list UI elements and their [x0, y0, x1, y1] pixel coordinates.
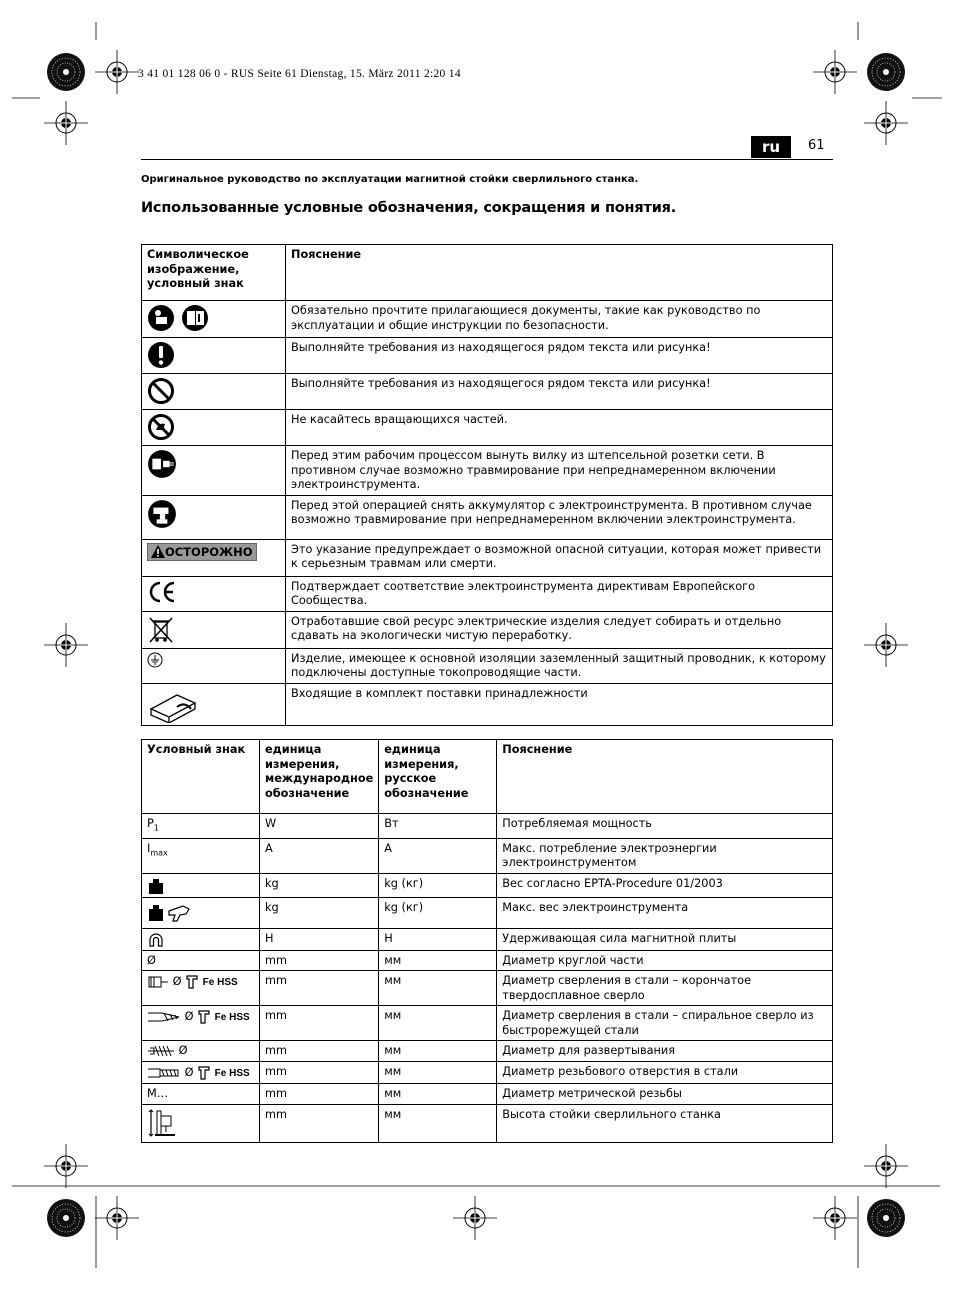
remove-battery-icon: [147, 507, 177, 520]
steel-material-icon: [197, 1010, 211, 1023]
intl-unit-cell: mm: [260, 1041, 379, 1062]
steel-material-icon: [197, 1066, 211, 1079]
table-row: [142, 576, 833, 611]
intl-unit-cell: W: [260, 814, 379, 839]
rus-unit-cell: kg (кг): [379, 897, 497, 928]
table-row: Ø Fe HSS mm мм Диаметр сверления в стали – корончатое твердосплавное сверло: [142, 971, 833, 1006]
weight-tool-icon: [147, 905, 193, 918]
warning-triangle-icon: [151, 545, 165, 558]
warning-label: ОСТОРОЖНО: [165, 544, 253, 559]
rus-unit-cell: мм: [379, 950, 497, 971]
explanation-cell: Обязательно прочтите прилагающиеся документы, такие как руководство по эксплуатации и общие инструкции по безопасности.: [286, 301, 833, 338]
table-row: [142, 814, 833, 839]
explanation-cell: Макс. вес электроинструмента: [497, 897, 833, 928]
explanation-cell: Это указание предупреждает о возможной опасной ситуации, которая может привести к серьезным травмам или смерти.: [286, 539, 833, 576]
intl-unit-cell: kg: [260, 897, 379, 928]
table-row: [142, 338, 833, 374]
table-row: [142, 683, 833, 725]
language-tab: ru: [751, 136, 791, 158]
stand-height-icon: [147, 1116, 177, 1129]
table-header-row: [142, 245, 833, 301]
core-drill-icon: [147, 975, 169, 988]
intl-unit-cell: mm: [260, 971, 379, 1006]
explanation-cell: Диаметр метрической резьбы: [497, 1084, 833, 1105]
fe-hss-label: Fe HSS: [214, 1012, 250, 1024]
steel-material-icon: [185, 975, 199, 988]
intl-unit-cell: mm: [260, 1006, 379, 1041]
symbol-text: M…: [142, 1084, 260, 1105]
print-slug: 3 41 01 128 06 0 - RUS Seite 61 Dienstag, 15. März 2011 2:20 14: [138, 68, 461, 80]
twist-drill-icon: [147, 1010, 181, 1023]
column-header: Пояснение: [286, 245, 833, 301]
column-header: Пояснение: [497, 740, 833, 814]
table-header-row: [142, 740, 833, 814]
symbol-subscript: 1: [153, 823, 159, 833]
weight-icon: [147, 879, 165, 892]
table-row: [142, 495, 833, 539]
rus-unit-cell: мм: [379, 1104, 497, 1142]
explanation-cell: Изделие, имеющее к основной изоляции заземленный защитный проводник, к которому подключены доступные токопроводящие части.: [286, 648, 833, 683]
ce-mark-icon: [147, 585, 177, 598]
table-row: [142, 410, 833, 446]
explanation-cell: Перед этой операцией снять аккумулятор с электроинструмента. В противном случае возможно травмирование при непреднамеренном включении электроинструмента.: [286, 495, 833, 539]
table-row: [142, 301, 833, 338]
unplug-icon: [147, 457, 177, 470]
explanation-cell: Потребляемая мощность: [497, 814, 833, 839]
intl-unit-cell: kg: [260, 873, 379, 897]
units-table: [141, 739, 833, 1143]
intl-unit-cell: mm: [260, 1084, 379, 1105]
section-title: Использованные условные обозначения, сокращения и понятия.: [141, 200, 677, 216]
explanation-cell: Подтверждает соответствие электроинструмента директивам Европейского Сообщества.: [286, 576, 833, 611]
intl-unit-cell: H: [260, 928, 379, 950]
table-row: [142, 873, 833, 897]
header-rule: [141, 159, 833, 160]
do-not-touch-icon: [147, 420, 175, 433]
table-row: [142, 611, 833, 648]
table-row: [142, 648, 833, 683]
column-header: Символическое изображение, условный знак: [142, 245, 286, 301]
symbol-text: I: [147, 841, 151, 855]
explanation-cell: Диаметр сверления в стали – спиральное сверло из быстрорежущей стали: [497, 1006, 833, 1041]
intl-unit-cell: A: [260, 838, 379, 873]
explanation-cell: Высота стойки сверлильного станка: [497, 1104, 833, 1142]
symbol-text: P: [147, 817, 154, 830]
rus-unit-cell: мм: [379, 1041, 497, 1062]
rus-unit-cell: kg (кг): [379, 873, 497, 897]
rus-unit-cell: A: [379, 838, 497, 873]
read-manual-icon: [147, 311, 211, 324]
explanation-cell: Диаметр резьбового отверстия в стали: [497, 1061, 833, 1084]
rus-unit-cell: мм: [379, 1006, 497, 1041]
fe-hss-label: Fe HSS: [214, 1067, 250, 1079]
table-row: Ø mm мм Диаметр для развертывания: [142, 1041, 833, 1062]
intl-unit-cell: mm: [260, 1104, 379, 1142]
explanation-cell: Отработавшие свой ресурс электрические изделия следует собирать и отдельно сдавать на экологически чистую переработку.: [286, 611, 833, 648]
explanation-cell: Диаметр круглой части: [497, 950, 833, 971]
explanation-cell: Перед этим рабочим процессом вынуть вилку из штепсельной розетки сети. В противном случае возможно травмирование при непреднамеренном включении электроинструмента.: [286, 446, 833, 496]
magnet-icon: [147, 933, 165, 946]
prohibition-icon: [147, 384, 175, 397]
explanation-cell: Диаметр для развертывания: [497, 1041, 833, 1062]
rus-unit-cell: мм: [379, 971, 497, 1006]
document-title: Оригинальное руководство по эксплуатации магнитной стойки сверлильного станка.: [141, 174, 639, 185]
column-header: Условный знак: [142, 740, 260, 814]
table-row: [142, 928, 833, 950]
table-row: [142, 1084, 833, 1105]
rus-unit-cell: мм: [379, 1084, 497, 1105]
rus-unit-cell: H: [379, 928, 497, 950]
page-number: 61: [808, 138, 825, 153]
warning-badge: [147, 543, 257, 562]
explanation-cell: Выполняйте требования из находящегося рядом текста или рисунка!: [286, 374, 833, 410]
intl-unit-cell: mm: [260, 950, 379, 971]
explanation-cell: Не касайтесь вращающихся частей.: [286, 410, 833, 446]
explanation-cell: Выполняйте требования из находящегося рядом текста или рисунка!: [286, 338, 833, 374]
explanation-cell: Макс. потребление электроэнергии электроинструментом: [497, 838, 833, 873]
fe-hss-label: Fe HSS: [202, 977, 238, 989]
weee-bin-icon: [147, 623, 175, 636]
ground-icon: [147, 653, 163, 666]
table-row: [142, 374, 833, 410]
intl-unit-cell: mm: [260, 1061, 379, 1084]
column-header: единица измерения, международное обозначение: [260, 740, 379, 814]
column-header: единица измерения, русское обозначение: [379, 740, 497, 814]
explanation-cell: Диаметр сверления в стали – корончатое твердосплавное сверло: [497, 971, 833, 1006]
explanation-cell: Вес согласно EPTA-Procedure 01/2003: [497, 873, 833, 897]
accessories-box-icon: [147, 698, 201, 711]
rus-unit-cell: Вт: [379, 814, 497, 839]
symbol-text: Ø: [142, 950, 260, 971]
symbols-table: [141, 244, 833, 726]
tap-icon: [147, 1066, 181, 1079]
table-row: [142, 897, 833, 928]
table-row: [142, 950, 833, 971]
explanation-cell: Удерживающая сила магнитной плиты: [497, 928, 833, 950]
table-row: Ø Fe HSS mm мм Диаметр резьбового отверстия в стали: [142, 1061, 833, 1084]
symbol-subscript: max: [150, 848, 168, 857]
rus-unit-cell: мм: [379, 1061, 497, 1084]
explanation-cell: Входящие в комплект поставки принадлежности: [286, 683, 833, 725]
table-row: [142, 1104, 833, 1142]
reamer-icon: [147, 1044, 175, 1057]
table-row: [142, 539, 833, 576]
table-row: [142, 838, 833, 873]
exclamation-icon: [147, 348, 175, 361]
table-row: Ø Fe HSS mm мм Диаметр сверления в стали – спиральное сверло из быстрорежущей стали: [142, 1006, 833, 1041]
table-row: [142, 446, 833, 496]
